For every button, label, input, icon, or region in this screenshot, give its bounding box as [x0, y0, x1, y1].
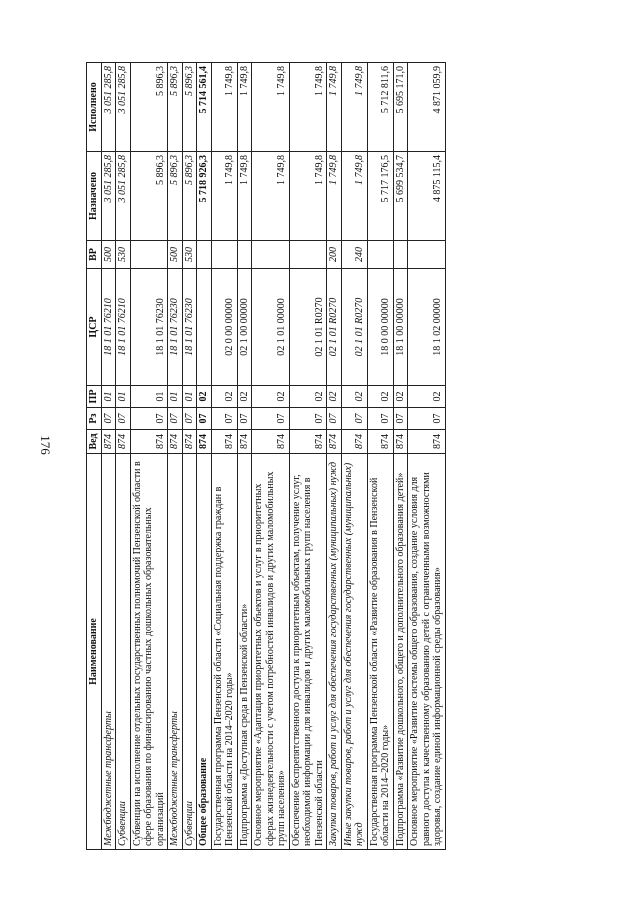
cell-assigned: 3 051 285,8 [101, 152, 116, 241]
cell-vr [197, 241, 212, 269]
cell-executed: 3 051 285,8 [101, 63, 116, 152]
cell-vr: 530 [116, 241, 131, 269]
table-row [393, 63, 408, 850]
cell-pr: 02 [252, 386, 290, 408]
cell-vr [252, 241, 290, 269]
cell-rz: 07 [408, 408, 446, 430]
cell-csr: 18 0 00 00000 [367, 269, 393, 386]
cell-ved: 874 [408, 430, 446, 454]
cell-vr [237, 241, 252, 269]
cell-ved: 874 [327, 430, 342, 454]
table-row [289, 63, 327, 850]
cell-pr: 02 [393, 386, 408, 408]
cell-name: Государственная программа Пензенской области «Развитие образования в Пензенской области на 2014–2020 годы» [367, 454, 393, 850]
cell-pr: 02 [211, 386, 237, 408]
cell-executed: 1 749,8 [237, 63, 252, 152]
table-row [252, 63, 290, 850]
cell-vr [211, 241, 237, 269]
cell-assigned: 5 718 926,3 [197, 152, 212, 241]
cell-name: Межбюджетные трансферты [168, 454, 183, 850]
cell-pr: 02 [327, 386, 342, 408]
cell-rz: 07 [168, 408, 183, 430]
cell-name: Государственная программа Пензенской области «Социальная поддержка граждан в Пензенской области на 2014–2020 годы» [211, 454, 237, 850]
cell-vr [289, 241, 327, 269]
cell-assigned: 5 896,3 [182, 152, 197, 241]
cell-executed: 5 896,3 [168, 63, 183, 152]
cell-rz: 07 [116, 408, 131, 430]
cell-assigned: 1 749,8 [237, 152, 252, 241]
table-row [101, 63, 116, 850]
cell-rz: 07 [289, 408, 327, 430]
header-pr: ПР [87, 386, 102, 408]
header-assigned: Назначено [87, 152, 102, 241]
cell-rz: 07 [252, 408, 290, 430]
cell-executed: 5 695 171,0 [393, 63, 408, 152]
cell-assigned: 5 717 176,5 [367, 152, 393, 241]
cell-csr: 02 1 01 R0270 [341, 269, 367, 386]
cell-name: Субвенции на исполнение отдельных государственных полномочий Пензенской области в сфере образования по финансированию частных дошкольных образовательных организаций [130, 454, 168, 850]
cell-ved: 874 [211, 430, 237, 454]
cell-vr: 500 [101, 241, 116, 269]
cell-pr: 01 [130, 386, 168, 408]
cell-vr [393, 241, 408, 269]
table-row [408, 63, 446, 850]
cell-executed: 1 749,8 [327, 63, 342, 152]
table-row [341, 63, 367, 850]
cell-name: Общее образование [197, 454, 212, 850]
table-row [182, 63, 197, 850]
cell-name: Закупка товаров, работ и услуг для обеспечения государственных (муниципальных) нужд [327, 454, 342, 850]
cell-rz: 07 [367, 408, 393, 430]
cell-executed: 4 871 059,9 [408, 63, 446, 152]
cell-executed: 3 051 285,8 [116, 63, 131, 152]
cell-csr [197, 269, 212, 386]
table-header-row [87, 63, 102, 850]
cell-assigned: 1 749,8 [327, 152, 342, 241]
cell-rz: 07 [182, 408, 197, 430]
cell-rz: 07 [341, 408, 367, 430]
cell-assigned: 1 749,8 [289, 152, 327, 241]
cell-name: Субвенции [182, 454, 197, 850]
cell-name: Субвенции [116, 454, 131, 850]
cell-pr: 02 [408, 386, 446, 408]
cell-ved: 874 [168, 430, 183, 454]
cell-ved: 874 [237, 430, 252, 454]
cell-rz: 07 [130, 408, 168, 430]
cell-ved: 874 [116, 430, 131, 454]
cell-rz: 07 [237, 408, 252, 430]
cell-name: Подпрограмма «Развитие дошкольного, общего и дополнительного образования детей» [393, 454, 408, 850]
table-row [197, 63, 212, 850]
cell-assigned: 1 749,8 [341, 152, 367, 241]
rotated-table-container [86, 63, 621, 850]
cell-ved: 874 [289, 430, 327, 454]
cell-name: Обеспечение беспрепятственного доступа к приоритетным объектам, получение услуг, необходимой информации для инвалидов и других маломобильных групп населения в Пензенской области [289, 454, 327, 850]
cell-name: Основное мероприятие «Адаптация приоритетных объектов и услуг в приоритетных сферах жизнедеятельности с учетом потребностей инвалидов и других маломобильных групп населения» [252, 454, 290, 850]
budget-table [86, 62, 446, 850]
cell-executed: 5 896,3 [182, 63, 197, 152]
cell-name: Основное мероприятие «Развитие системы общего образования, создание условия для равного доступа к качественному образованию детей с ограниченными возможностями здоровья, создание единой информационной среды образования» [408, 454, 446, 850]
cell-assigned: 4 875 115,4 [408, 152, 446, 241]
header-ved: Вед [87, 430, 102, 454]
cell-csr: 02 1 00 00000 [237, 269, 252, 386]
cell-pr: 01 [182, 386, 197, 408]
cell-csr: 18 1 01 76210 [116, 269, 131, 386]
cell-executed: 1 749,8 [341, 63, 367, 152]
table-row [211, 63, 237, 850]
cell-csr: 18 1 00 00000 [393, 269, 408, 386]
cell-csr: 18 1 02 00000 [408, 269, 446, 386]
cell-pr: 02 [367, 386, 393, 408]
cell-vr: 500 [168, 241, 183, 269]
cell-pr: 02 [197, 386, 212, 408]
cell-ved: 874 [252, 430, 290, 454]
cell-csr: 02 1 01 00000 [252, 269, 290, 386]
cell-name: Межбюджетные трансферты [101, 454, 116, 850]
cell-executed: 1 749,8 [252, 63, 290, 152]
table-row [237, 63, 252, 850]
cell-rz: 07 [101, 408, 116, 430]
header-rz: Рз [87, 408, 102, 430]
cell-pr: 02 [237, 386, 252, 408]
table-row [116, 63, 131, 850]
cell-rz: 07 [393, 408, 408, 430]
cell-vr: 200 [327, 241, 342, 269]
page-number: 176 [38, 435, 53, 455]
cell-ved: 874 [197, 430, 212, 454]
table-row [168, 63, 183, 850]
cell-rz: 07 [211, 408, 237, 430]
cell-assigned: 1 749,8 [252, 152, 290, 241]
cell-executed: 1 749,8 [211, 63, 237, 152]
cell-executed: 5 712 811,6 [367, 63, 393, 152]
cell-vr: 530 [182, 241, 197, 269]
cell-assigned: 5 896,3 [130, 152, 168, 241]
cell-csr: 02 1 01 R0270 [327, 269, 342, 386]
cell-executed: 5 714 561,4 [197, 63, 212, 152]
cell-csr: 02 0 00 00000 [211, 269, 237, 386]
cell-ved: 874 [130, 430, 168, 454]
cell-name: Иные закупки товаров, работ и услуг для обеспечения государственных (муниципальных) нужд [341, 454, 367, 850]
cell-pr: 02 [341, 386, 367, 408]
cell-ved: 874 [393, 430, 408, 454]
cell-pr: 01 [116, 386, 131, 408]
cell-assigned: 5 896,3 [168, 152, 183, 241]
header-vr: ВР [87, 241, 102, 269]
table-row [327, 63, 342, 850]
cell-csr: 02 1 01 R0270 [289, 269, 327, 386]
cell-executed: 1 749,8 [289, 63, 327, 152]
cell-csr: 18 1 01 76210 [101, 269, 116, 386]
cell-name: Подпрограмма «Доступная среда в Пензенской области» [237, 454, 252, 850]
cell-csr: 18 1 01 76230 [168, 269, 183, 386]
cell-ved: 874 [341, 430, 367, 454]
cell-assigned: 5 699 534,7 [393, 152, 408, 241]
table-row [130, 63, 168, 850]
cell-pr: 02 [289, 386, 327, 408]
cell-vr [130, 241, 168, 269]
cell-pr: 01 [168, 386, 183, 408]
table-row [367, 63, 393, 850]
cell-pr: 01 [101, 386, 116, 408]
cell-assigned: 1 749,8 [211, 152, 237, 241]
header-executed: Исполнено [87, 63, 102, 152]
cell-ved: 874 [182, 430, 197, 454]
cell-vr: 240 [341, 241, 367, 269]
header-csr: ЦСР [87, 269, 102, 386]
cell-assigned: 3 051 285,8 [116, 152, 131, 241]
header-name: Наименование [87, 454, 102, 850]
cell-rz: 07 [197, 408, 212, 430]
cell-vr [367, 241, 393, 269]
cell-csr: 18 1 01 76230 [130, 269, 168, 386]
cell-csr: 18 1 01 76230 [182, 269, 197, 386]
cell-vr [408, 241, 446, 269]
cell-ved: 874 [367, 430, 393, 454]
cell-executed: 5 896,3 [130, 63, 168, 152]
cell-ved: 874 [101, 430, 116, 454]
cell-rz: 07 [327, 408, 342, 430]
